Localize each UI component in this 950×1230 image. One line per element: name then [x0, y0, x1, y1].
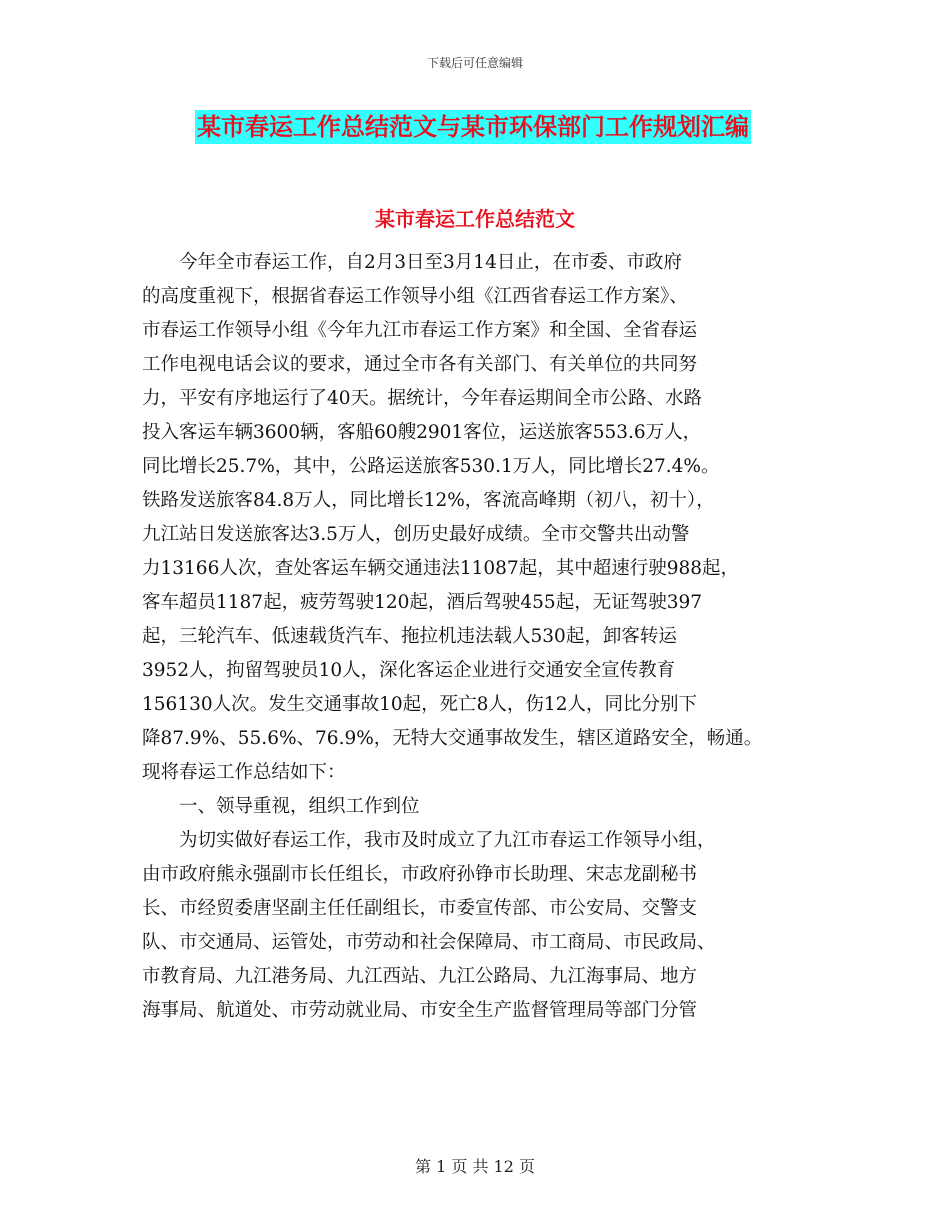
paragraph-line: 今年全市春运工作，自2月3日至3月14日止，在市委、市政府	[179, 252, 682, 273]
page-header-note: 下载后可任意编辑	[426, 56, 523, 70]
paragraph-line: 现将春运工作总结如下：	[142, 762, 346, 783]
paragraph-line: 降87.9%、55.6%、76.9%，无特大交通事故发生，辖区道路安全，畅通。	[142, 728, 763, 749]
paragraph-line: 的高度重视下，根据省春运工作领导小组《江西省春运工作方案》、	[142, 286, 688, 307]
document-body	[142, 246, 832, 1028]
section-title: 某市春运工作总结范文	[375, 207, 575, 231]
paragraph-line: 为切实做好春运工作，我市及时成立了九江市春运工作领导小组，	[179, 830, 716, 851]
paragraph-line: 海事局、航道处、市劳动就业局、市安全生产监督管理局等部门分管	[142, 1000, 698, 1021]
paragraph-line: 长、市经贸委唐坚副主任任副组长，市委宣传部、市公安局、交警支	[142, 898, 698, 919]
section-heading: 一、领导重视，组织工作到位	[179, 796, 420, 817]
page-number-footer: 第 1 页 共 12 页	[415, 1157, 535, 1176]
paragraph-line: 市春运工作领导小组《今年九江市春运工作方案》和全国、全省春运	[142, 320, 698, 341]
paragraph-line: 3952人，拘留驾驶员10人，深化客运企业进行交通安全宣传教育	[142, 660, 676, 681]
paragraph-line: 队、市交通局、运管处，市劳动和社会保障局、市工商局、市民政局、	[142, 932, 716, 953]
paragraph-line: 铁路发送旅客84.8万人，同比增长12%，客流高峰期（初八，初十），	[142, 490, 715, 511]
paragraph-line: 156130人次。发生交通事故10起，死亡8人，伤12人，同比分别下	[142, 694, 697, 715]
paragraph-line: 力，平安有序地运行了40天。据统计，今年春运期间全市公路、水路	[142, 388, 703, 409]
paragraph-line: 客车超员1187起，疲劳驾驶120起，酒后驾驶455起，无证驾驶397	[142, 592, 703, 613]
paragraph-line: 市教育局、九江港务局、九江西站、九江公路局、九江海事局、地方	[142, 966, 698, 987]
paragraph-line: 投入客运车辆3600辆，客船60艘2901客位，运送旅客553.6万人，	[142, 422, 702, 443]
paragraph-line: 同比增长25.7%，其中，公路运送旅客530.1万人，同比增长27.4%。	[142, 456, 720, 477]
paragraph-line: 力13166人次，查处客运车辆交通违法11087起，其中超速行驶988起，	[142, 558, 740, 579]
paragraph-line: 起，三轮汽车、低速载货汽车、拖拉机违法载人530起，卸客转运	[142, 626, 677, 647]
paragraph-line: 工作电视电话会议的要求，通过全市各有关部门、有关单位的共同努	[142, 354, 698, 375]
paragraph-line: 九江站日发送旅客达3.5万人，创历史最好成绩。全市交警共出动警	[142, 524, 690, 545]
document-title: 某市春运工作总结范文与某市环保部门工作规划汇编	[195, 110, 751, 144]
paragraph-line: 由市政府熊永强副市长任组长，市政府孙铮市长助理、宋志龙副秘书	[142, 864, 698, 885]
